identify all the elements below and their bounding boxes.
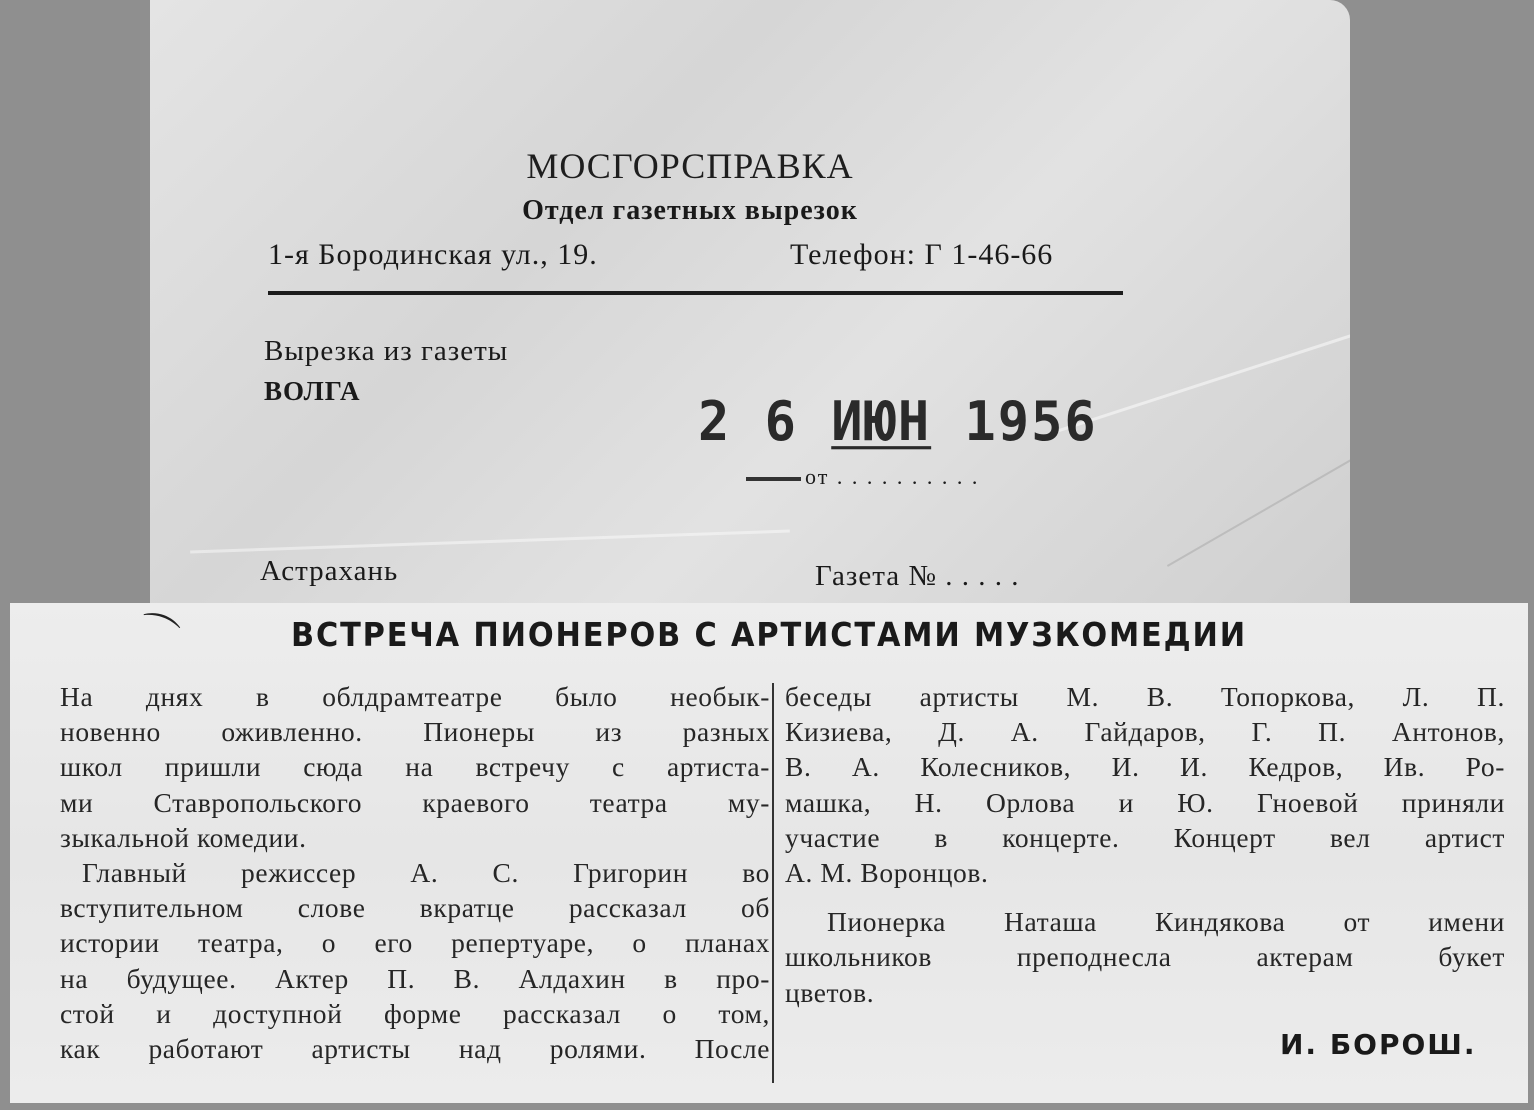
clip-from-label: Вырезка из газеты <box>264 335 509 367</box>
text-line: вступительном слове вкратце рассказал об <box>60 892 770 924</box>
date-stamp <box>698 391 1098 454</box>
phone-number: Телефон: Г 1-46-66 <box>790 238 1054 271</box>
text-line: ми Ставропольского краевого театра му- <box>60 786 770 818</box>
pencil-mark-icon: ⌒ <box>130 606 184 663</box>
text-line: В. А. Колесников, И. И. Кедров, Ив. Ро- <box>785 751 1505 783</box>
text-line: А. М. Воронцов. <box>785 856 989 888</box>
stamp-year: 1956 <box>964 390 1098 454</box>
issue-number-field: Газета № . . . . . <box>815 560 1020 592</box>
newspaper-name: ВОЛГА <box>264 376 361 406</box>
text-line: стой и доступной форме рассказал о том, <box>60 997 770 1029</box>
paper-crease <box>1167 435 1350 567</box>
date-dash <box>746 477 801 481</box>
date-field <box>746 464 979 490</box>
article-headline: ВСТРЕЧА ПИОНЕРОВ С АРТИСТАМИ МУЗКОМЕДИИ <box>290 615 1248 654</box>
address: 1-я Бородинская ул., 19. <box>268 238 598 271</box>
text-line: Пионерка Наташа Киндякова от имени <box>827 906 1505 938</box>
text-line: школ пришли сюда на встречу с артиста- <box>60 751 770 783</box>
text-line: на будущее. Актер П. В. Алдахин в про- <box>60 962 770 994</box>
text-line: истории театра, о его репертуаре, о планах <box>60 927 770 959</box>
newspaper-clipping <box>10 603 1528 1103</box>
clipping-label-card <box>150 0 1350 610</box>
text-line: Главный режиссер А. С. Григорин во <box>82 856 770 888</box>
text-line: как работают артисты над ролями. После <box>60 1032 770 1064</box>
article-author: И. БОРОШ. <box>1280 1028 1477 1061</box>
text-line: новенно оживленно. Пионеры из разных <box>60 716 770 748</box>
text-line: цветов. <box>785 976 875 1008</box>
article-column-right <box>785 679 1505 1010</box>
text-line: машка, Н. Орлова и Ю. Гноевой приняли <box>785 786 1505 818</box>
text-line: школьников преподнесла актерам букет <box>785 941 1505 973</box>
text-line: зыкальной комедии. <box>60 821 307 853</box>
text-line: участие в концерте. Концерт вел артист <box>785 821 1505 853</box>
text-line: На днях в облдрамтеатре было необык- <box>60 681 770 712</box>
department-name: Отдел газетных вырезок <box>522 195 858 226</box>
text-line: Кизиева, Д. А. Гайдаров, Г. П. Антонов, <box>785 716 1505 748</box>
paper-crease <box>1057 331 1350 433</box>
column-divider <box>772 683 774 1083</box>
stamp-month: ИЮН <box>831 390 932 454</box>
article-column-left <box>60 679 770 1066</box>
date-from-label: от . . . . . . . . . . <box>805 464 980 489</box>
paper-crease <box>190 530 790 554</box>
stamp-day: 2 6 <box>698 390 798 454</box>
text-line: беседы артисты М. В. Топоркова, Л. П. <box>785 681 1505 712</box>
city-name: Астрахань <box>260 555 399 587</box>
organization-name: МОСГОРСПРАВКА <box>526 146 854 186</box>
header-rule <box>268 291 1123 295</box>
